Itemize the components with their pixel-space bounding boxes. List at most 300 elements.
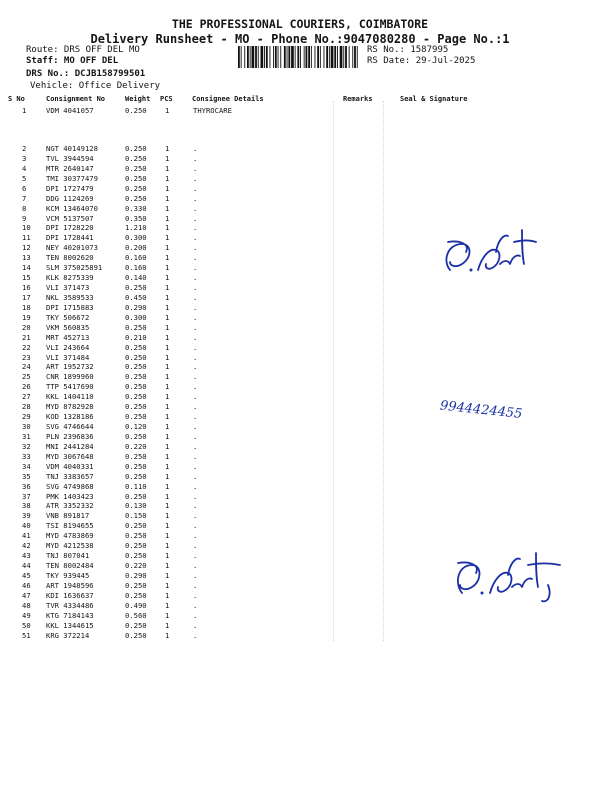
row-sno: 34 (22, 461, 31, 471)
table-row (0, 154, 600, 163)
row-pcs: 1 (165, 541, 170, 551)
row-consignment-no: TNJ 807041 (46, 551, 90, 561)
table-row (0, 382, 600, 391)
row-consignment-no: TSI 8194655 (46, 521, 94, 531)
row-sno: 29 (22, 412, 31, 422)
row-pcs: 1 (165, 551, 170, 561)
barcode-bar (300, 46, 301, 68)
barcode-bar (261, 46, 264, 68)
signature-2 (452, 545, 564, 605)
signature-1 (438, 220, 538, 282)
table-row (0, 521, 600, 530)
barcode-bar (329, 46, 330, 68)
table-row (0, 492, 600, 501)
row-sno: 41 (22, 531, 31, 541)
company-title: THE PROFESSIONAL COURIERS, COIMBATORE (171, 17, 429, 31)
col-consignment: Consignment No (46, 95, 106, 103)
row-consignee: . (193, 263, 198, 273)
row-consignee: . (193, 322, 198, 332)
row-sno: 28 (22, 402, 31, 412)
row-consignee: . (193, 292, 198, 302)
row-consignee: . (193, 501, 198, 511)
row-consignee: . (193, 173, 198, 183)
row-consignee: . (193, 422, 198, 432)
row-consignment-no: KTG 7184143 (46, 610, 94, 620)
row-weight: 0.300 (125, 312, 147, 322)
table-row (0, 144, 600, 153)
row-consignee: . (193, 203, 198, 213)
rs-number: RS No.: 1587995 (367, 45, 449, 55)
row-consignee: . (193, 412, 198, 422)
row-pcs: 1 (165, 203, 170, 213)
row-sno: 18 (22, 302, 31, 312)
row-weight: 0.250 (125, 153, 147, 163)
staff-label: Staff: MO OFF DEL (26, 56, 119, 66)
row-consignee: . (193, 551, 198, 561)
row-pcs: 1 (165, 144, 170, 153)
row-weight: 0.210 (125, 332, 147, 342)
barcode-bar (252, 46, 255, 68)
row-pcs: 1 (165, 451, 170, 461)
row-pcs: 1 (165, 382, 170, 392)
row-pcs: 1 (165, 501, 170, 511)
row-sno: 7 (22, 193, 27, 203)
row-sno: 1 (22, 106, 27, 115)
barcode-bar (315, 46, 316, 68)
row-consignee: . (193, 372, 198, 382)
row-weight: 0.250 (125, 580, 147, 590)
table-row (0, 631, 600, 640)
row-consignment-no: DPI 1727479 (46, 183, 94, 193)
row-consignment-no: TMI 30377479 (46, 173, 98, 183)
row-consignment-no: MNI 2441284 (46, 441, 94, 451)
row-sno: 17 (22, 292, 31, 302)
row-pcs: 1 (165, 630, 170, 640)
barcode-bar (331, 46, 334, 68)
row-pcs: 1 (165, 322, 170, 332)
row-weight: 0.250 (125, 382, 147, 392)
row-consignee: . (193, 193, 198, 203)
table-row (0, 184, 600, 193)
row-weight: 0.250 (125, 412, 147, 422)
col-seal-signature: Seal & Signature (400, 95, 468, 103)
row-pcs: 1 (165, 590, 170, 600)
barcode-bar (345, 46, 347, 68)
row-pcs: 1 (165, 163, 170, 173)
row-consignment-no: SVG 4749868 (46, 481, 94, 491)
row-sno: 6 (22, 183, 27, 193)
row-consignment-no: ART 1948596 (46, 580, 94, 590)
row-consignment-no: VNB 891817 (46, 511, 90, 521)
row-pcs: 1 (165, 342, 170, 352)
row-consignee: . (193, 352, 198, 362)
row-weight: 0.250 (125, 451, 147, 461)
barcode-bar (278, 46, 279, 68)
table-row (0, 313, 600, 322)
row-pcs: 1 (165, 193, 170, 203)
row-consignment-no: TVL 3944594 (46, 153, 94, 163)
row-weight: 1.210 (125, 223, 147, 233)
row-pcs: 1 (165, 600, 170, 610)
row-consignment-no: MTR 2640147 (46, 163, 94, 173)
row-sno: 16 (22, 283, 31, 293)
table-row (0, 531, 600, 540)
row-weight: 0.250 (125, 590, 147, 600)
row-weight: 0.290 (125, 570, 147, 580)
row-pcs: 1 (165, 431, 170, 441)
row-consignee: . (193, 620, 198, 630)
row-consignee: . (193, 451, 198, 461)
barcode-bar (250, 46, 251, 68)
row-consignment-no: ATR 3352332 (46, 501, 94, 511)
row-sno: 30 (22, 422, 31, 432)
barcode-bar (295, 46, 296, 68)
row-consignee: . (193, 431, 198, 441)
runsheet-title: Delivery Runsheet - MO - Phone No.:9047080280 - Page No.:1 (90, 32, 510, 46)
table-row (0, 164, 600, 173)
row-weight: 0.300 (125, 233, 147, 243)
row-weight: 0.250 (125, 630, 147, 640)
barcode-bar (264, 46, 265, 68)
row-weight: 0.250 (125, 372, 147, 382)
row-weight: 0.250 (125, 392, 147, 402)
row-weight: 0.250 (125, 531, 147, 541)
row-weight: 0.250 (125, 491, 147, 501)
row-sno: 23 (22, 352, 31, 362)
row-consignment-no: MYD 4783869 (46, 531, 94, 541)
row-consignee: . (193, 511, 198, 521)
row-pcs: 1 (165, 580, 170, 590)
row-pcs: 1 (165, 561, 170, 571)
row-pcs: 1 (165, 233, 170, 243)
row-sno: 5 (22, 173, 27, 183)
barcode-bar (288, 46, 290, 68)
row-weight: 0.250 (125, 362, 147, 372)
row-weight: 0.200 (125, 243, 147, 253)
row-pcs: 1 (165, 273, 170, 283)
handwritten-phone (438, 396, 530, 424)
barcode-bar (270, 46, 271, 68)
row-consignment-no: KRG 372214 (46, 630, 90, 640)
row-pcs: 1 (165, 402, 170, 412)
row-consignment-no: TTP 5417690 (46, 382, 94, 392)
row-sno: 4 (22, 163, 27, 173)
row-consignment-no: VDM 4040331 (46, 461, 94, 471)
row-consignee: . (193, 570, 198, 580)
row-sno: 39 (22, 511, 31, 521)
vehicle-label: Vehicle: Office Delivery (30, 81, 161, 91)
row-consignee: . (193, 243, 198, 253)
row-pcs: 1 (165, 173, 170, 183)
row-weight: 0.140 (125, 273, 147, 283)
row-weight: 0.450 (125, 292, 147, 302)
barcode-bar (304, 46, 305, 68)
row-weight: 0.130 (125, 501, 147, 511)
barcode-bar (308, 46, 310, 68)
row-weight: 0.250 (125, 431, 147, 441)
row-consignment-no: TKY 506672 (46, 312, 90, 322)
row-consignee: . (193, 392, 198, 402)
row-consignee: . (193, 580, 198, 590)
row-pcs: 1 (165, 223, 170, 233)
row-sno: 15 (22, 273, 31, 283)
row-sno: 45 (22, 570, 31, 580)
row-pcs: 1 (165, 471, 170, 481)
row-weight: 0.250 (125, 352, 147, 362)
row-sno: 50 (22, 620, 31, 630)
row-consignee: . (193, 491, 198, 501)
row-sno: 33 (22, 451, 31, 461)
row-consignee: . (193, 630, 198, 640)
row-consignee: . (193, 600, 198, 610)
row-pcs: 1 (165, 302, 170, 312)
row-consignment-no: KOD 1328186 (46, 412, 94, 422)
row-consignment-no: NKL 3589533 (46, 292, 94, 302)
row-pcs: 1 (165, 491, 170, 501)
table-row (0, 362, 600, 371)
row-sno: 20 (22, 322, 31, 332)
row-weight: 0.250 (125, 283, 147, 293)
row-consignment-no: KKL 1344615 (46, 620, 94, 630)
row-consignment-no: TVR 4334486 (46, 600, 94, 610)
row-sno: 24 (22, 362, 31, 372)
barcode-bar (258, 46, 259, 68)
row-weight: 0.250 (125, 551, 147, 561)
barcode-bar (306, 46, 308, 68)
row-consignee: . (193, 213, 198, 223)
table-row (0, 174, 600, 183)
row-sno: 21 (22, 332, 31, 342)
row-weight: 0.250 (125, 193, 147, 203)
row-consignment-no: NGT 40149128 (46, 144, 98, 153)
row-consignee: . (193, 283, 198, 293)
row-sno: 48 (22, 600, 31, 610)
row-consignment-no: MYD 3067648 (46, 451, 94, 461)
row-consignment-no: KLK 8275339 (46, 273, 94, 283)
row-pcs: 1 (165, 253, 170, 263)
row-pcs: 1 (165, 183, 170, 193)
row-sno: 11 (22, 233, 31, 243)
row-sno: 27 (22, 392, 31, 402)
row-weight: 0.250 (125, 342, 147, 352)
row-consignee: . (193, 144, 198, 153)
row-weight: 0.150 (125, 511, 147, 521)
row-pcs: 1 (165, 461, 170, 471)
row-pcs: 1 (165, 312, 170, 322)
row-pcs: 1 (165, 372, 170, 382)
row-weight: 0.220 (125, 561, 147, 571)
row-consignment-no: VLI 243664 (46, 342, 90, 352)
row-consignment-no: MRT 452713 (46, 332, 90, 342)
row-sno: 9 (22, 213, 27, 223)
row-sno: 49 (22, 610, 31, 620)
barcode-bar (326, 46, 328, 68)
barcode-bar (334, 46, 336, 68)
row-consignment-no: DDG 1124269 (46, 193, 94, 203)
table-row (0, 333, 600, 342)
row-weight: 0.250 (125, 163, 147, 173)
barcode-bar (275, 46, 277, 68)
row-sno: 13 (22, 253, 31, 263)
row-consignment-no: MYD 4212538 (46, 541, 94, 551)
row-weight: 0.560 (125, 610, 147, 620)
row-pcs: 1 (165, 521, 170, 531)
table-row (0, 621, 600, 630)
row-weight: 0.490 (125, 600, 147, 610)
row-consignee: . (193, 223, 198, 233)
row-sno: 51 (22, 630, 31, 640)
row-sno: 47 (22, 590, 31, 600)
row-pcs: 1 (165, 620, 170, 630)
barcode-bar (284, 46, 286, 68)
table-row (0, 482, 600, 491)
barcode-bar (241, 46, 242, 68)
row-consignee: . (193, 342, 198, 352)
handwritten-phone-text: 9944424455 (439, 398, 524, 420)
col-weight: Weight (125, 95, 151, 103)
row-consignment-no: SVG 4746644 (46, 422, 94, 432)
row-consignment-no: PLN 2396836 (46, 431, 94, 441)
table-row (0, 303, 600, 312)
col-pcs: PCS (160, 95, 173, 103)
row-consignment-no: SLM 375025891 (46, 263, 103, 273)
row-consignee: . (193, 382, 198, 392)
row-sno: 31 (22, 431, 31, 441)
row-weight: 0.250 (125, 322, 147, 332)
row-sno: 44 (22, 561, 31, 571)
rs-date: RS Date: 29-Jul-2025 (367, 56, 476, 66)
row-pcs: 1 (165, 213, 170, 223)
row-consignee: . (193, 163, 198, 173)
table-row (0, 343, 600, 352)
row-weight: 0.160 (125, 253, 147, 263)
row-consignee: . (193, 312, 198, 322)
row-consignment-no: KDI 1636637 (46, 590, 94, 600)
barcode-bar (337, 46, 338, 68)
row-pcs: 1 (165, 481, 170, 491)
row-sno: 36 (22, 481, 31, 491)
row-consignment-no: TKY 939445 (46, 570, 90, 580)
row-consignment-no: VLI 371484 (46, 352, 90, 362)
row-weight: 0.110 (125, 481, 147, 491)
barcode-bar (324, 46, 325, 68)
row-consignment-no: TNJ 3383657 (46, 471, 94, 481)
table-row (0, 452, 600, 461)
row-pcs: 1 (165, 352, 170, 362)
row-weight: 0.330 (125, 203, 147, 213)
row-pcs: 1 (165, 531, 170, 541)
row-pcs: 1 (165, 570, 170, 580)
row-consignment-no: DPI 1728220 (46, 223, 94, 233)
row-weight: 0.250 (125, 402, 147, 412)
row-pcs: 1 (165, 511, 170, 521)
barcode-bar (349, 46, 350, 68)
barcode-bar (311, 46, 312, 68)
barcode-bar (354, 46, 356, 68)
row-consignment-no: TEN 8002484 (46, 561, 94, 571)
row-consignment-no: ART 1952732 (46, 362, 94, 372)
barcode-bar (343, 46, 344, 68)
barcode-bar (291, 46, 294, 68)
row-sno: 22 (22, 342, 31, 352)
row-consignment-no: MYD 8782928 (46, 402, 94, 412)
row-weight: 0.250 (125, 521, 147, 531)
row-consignment-no: DPI 1715883 (46, 302, 94, 312)
row-sno: 25 (22, 372, 31, 382)
row-sno: 35 (22, 471, 31, 481)
barcode-bar (238, 46, 240, 68)
row-sno: 43 (22, 551, 31, 561)
row-consignment-no: VDM 4041057 (46, 106, 94, 115)
row-weight: 0.250 (125, 144, 147, 153)
row-consignment-no: VLI 371473 (46, 283, 90, 293)
barcode-bar (340, 46, 343, 68)
row-weight: 0.350 (125, 213, 147, 223)
barcode-bar (357, 46, 358, 68)
barcode-bar (255, 46, 257, 68)
barcode-bar (266, 46, 268, 68)
row-consignee: . (193, 481, 198, 491)
table-row (0, 442, 600, 451)
row-consignment-no: VCM 5137507 (46, 213, 94, 223)
barcode-bar (352, 46, 353, 68)
row-consignee: . (193, 610, 198, 620)
row-consignee: . (193, 233, 198, 243)
table-row (0, 462, 600, 471)
table-row (0, 611, 600, 620)
row-consignee: . (193, 441, 198, 451)
row-consignee: . (193, 590, 198, 600)
row-sno: 26 (22, 382, 31, 392)
row-pcs: 1 (165, 441, 170, 451)
table-row (0, 472, 600, 481)
row-consignment-no: KKL 1404110 (46, 392, 94, 402)
row-weight: 0.250 (125, 173, 147, 183)
row-consignee: . (193, 531, 198, 541)
row-pcs: 1 (165, 362, 170, 372)
row-sno: 40 (22, 521, 31, 531)
row-weight: 0.250 (125, 183, 147, 193)
row-consignee: . (193, 561, 198, 571)
row-sno: 37 (22, 491, 31, 501)
row-consignee: . (193, 273, 198, 283)
row-consignee: . (193, 302, 198, 312)
row-consignee: . (193, 362, 198, 372)
col-consignee: Consignee Details (192, 95, 264, 103)
row-consignment-no: CNR 1899960 (46, 372, 94, 382)
row-consignee: . (193, 253, 198, 263)
table-row (0, 293, 600, 302)
table-row (0, 204, 600, 213)
barcode-bar (297, 46, 299, 68)
row-consignee: THYROCARE (193, 106, 232, 115)
row-consignee: . (193, 183, 198, 193)
row-weight: 0.120 (125, 422, 147, 432)
row-consignment-no: VKM 560835 (46, 322, 90, 332)
barcode-bar (320, 46, 321, 68)
row-consignment-no: PMK 1403423 (46, 491, 94, 501)
col-remarks: Remarks (343, 95, 373, 103)
row-consignee: . (193, 521, 198, 531)
row-consignee: . (193, 402, 198, 412)
row-weight: 0.250 (125, 471, 147, 481)
row-weight: 0.160 (125, 263, 147, 273)
row-weight: 0.290 (125, 302, 147, 312)
row-pcs: 1 (165, 243, 170, 253)
col-sno: S No (8, 95, 25, 103)
row-sno: 38 (22, 501, 31, 511)
table-row (0, 511, 600, 520)
